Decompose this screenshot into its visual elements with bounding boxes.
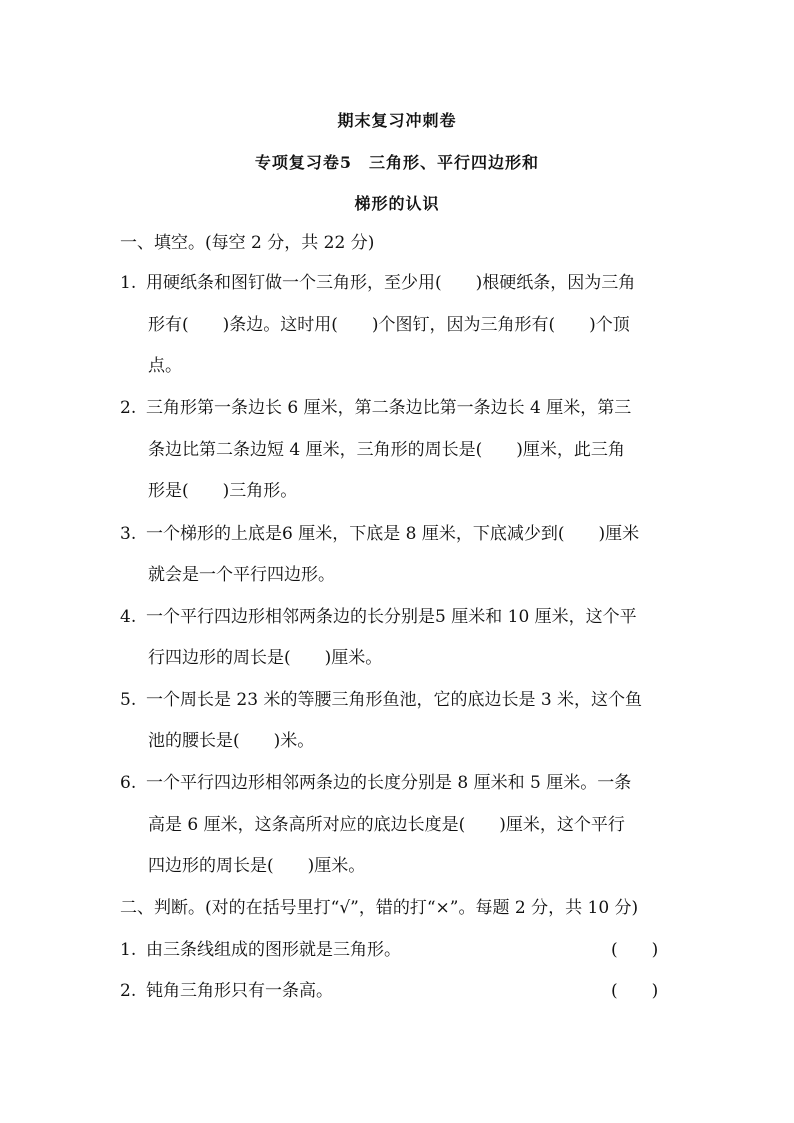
question-3-line-1 (120, 524, 639, 544)
question-2-line-2: 条边比第二条边短 4 厘米，三角形的周长是( )厘米，此三角 (148, 440, 625, 460)
question-text: 一个平行四边形相邻两条边的长度分别是 8 厘米和 5 厘米。一条 (146, 773, 632, 793)
question-text: 一个周长是 23 米的等腰三角形鱼池，它的底边长是 3 米，这个鱼 (146, 690, 643, 710)
answer-box[interactable]: ( ) (611, 940, 659, 960)
question-6-line-2: 高是 6 厘米，这条高所对应的底边长度是( )厘米，这个平行 (148, 815, 625, 835)
question-number: 4. (120, 607, 137, 627)
question-number: 5. (120, 690, 137, 710)
question-4-line-2: 行四边形的周长是( )厘米。 (148, 648, 383, 668)
question-5-line-1 (120, 690, 642, 710)
question-6-line-1 (120, 773, 631, 793)
question-1-line-2: 形有( )条边。这时用( )个图钉，因为三角形有( )个顶 (148, 315, 630, 335)
question-number: 2. (120, 981, 137, 1001)
question-1-line-1 (120, 273, 635, 293)
page-title: 期末复习冲刺卷 (337, 111, 457, 130)
question-2-line-1 (120, 398, 631, 418)
question-number: 2. (120, 398, 137, 418)
question-text: 一个平行四边形相邻两条边的长分别是5 厘米和 10 厘米，这个平 (146, 607, 637, 627)
judge-question-1 (120, 940, 401, 960)
question-1-line-3: 点。 (148, 356, 182, 376)
section2-heading: 二、判断。(对的在括号里打“√”，错的打“×”。每题 2 分，共 10 分) (120, 898, 639, 918)
question-4-line-1 (120, 607, 637, 627)
section1-heading: 一、填空。(每空 2 分，共 22 分) (120, 233, 375, 253)
page-subtitle-line1: 专项复习卷5 三角形、平行四边形和 (254, 153, 540, 172)
question-text: 一个梯形的上底是6 厘米，下底是 8 厘米，下底减少到( )厘米 (146, 524, 640, 544)
question-2-line-3: 形是( )三角形。 (148, 481, 298, 501)
question-number: 6. (120, 773, 137, 793)
page-subtitle-line2: 梯形的认识 (354, 194, 440, 213)
question-number: 1. (120, 940, 137, 960)
question-3-line-2: 就会是一个平行四边形。 (148, 565, 335, 585)
question-text: 钝角三角形只有一条高。 (146, 981, 333, 1001)
question-5-line-2: 池的腰长是( )米。 (148, 731, 315, 751)
question-number: 3. (120, 524, 137, 544)
question-text: 用硬纸条和图钉做一个三角形，至少用( )根硬纸条，因为三角 (146, 273, 636, 293)
question-text: 由三条线组成的图形就是三角形。 (146, 940, 401, 960)
question-6-line-3: 四边形的周长是( )厘米。 (148, 856, 366, 876)
question-number: 1. (120, 273, 137, 293)
answer-box[interactable]: ( ) (611, 981, 659, 1001)
judge-question-2 (120, 981, 333, 1001)
question-text: 三角形第一条边长 6 厘米，第二条边比第一条边长 4 厘米，第三 (146, 398, 632, 418)
